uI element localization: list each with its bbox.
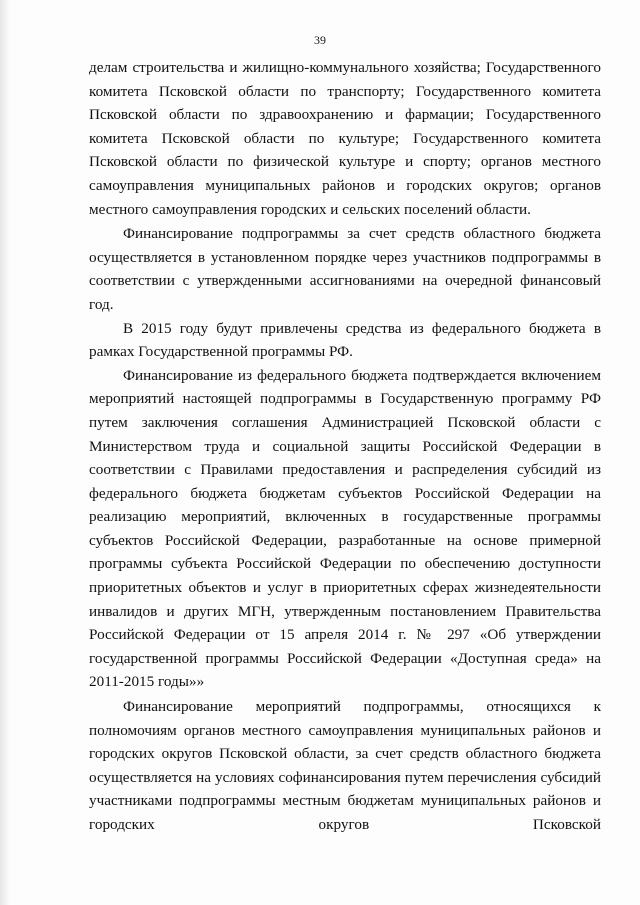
scan-edge xyxy=(0,0,10,905)
paragraph-federal-2015: В 2015 году будут привлечены средства из федерального бюджета в рамках Государственной программы РФ. xyxy=(89,319,601,361)
paragraph-continuation: делам строительства и жилищно-коммунального хозяйства; Государственного комитета Псковской области по транспорту; Государственного комитета Псковской области по здравоохранению и фармации; Государственного комитета Псковской области по культуре; Государственного комитета Псковской области по физической культуре и спорту; органов местного самоуправления муниципальных районов и городских округов; органов местного самоуправления городских и сельских поселений области. xyxy=(89,59,601,218)
body-text xyxy=(89,56,601,837)
paragraph-financing-federal: Финансирование из федерального бюджета подтверждается включением мероприятий настоящей подпрограммы в Государственную программу РФ путем заключения соглашения Администрацией Псковской области с Министерством труда и социальной защиты Российской Федерации в соответствии с Правилами предоставления и распределения субсидий из федерального бюджета бюджетам субъектов Российской Федерации на реализацию мероприятий, включенных в государственные программы субъектов Российской Федерации, разработанные на основе примерной программы субъекта Российской Федерации по обеспечению доступности приоритетных объектов и услуг в приоритетных сферах жизнедеятельности инвалидов и других МГН, утвержденным постановлением Правительства Российской Федерации от 15 апреля 2014 г. № 297 «Об утверждении государственной программы Российской Федерации «Доступная среда» на 2011-2015 годы»» xyxy=(89,366,601,691)
page-number: 39 xyxy=(314,33,326,47)
paragraph-financing-regional: Финансирование подпрограммы за счет средств областного бюджета осуществляется в установленном порядке через участников подпрограммы в соответствии с утвержденными ассигнованиями на очередной финансовый год. xyxy=(89,225,601,313)
paragraph-financing-municipal: Финансирование мероприятий подпрограммы, относящихся к полномочиям органов местного самоуправления муниципальных районов и городских округов Псковской области, за счет средств областного бюджета осуществляется на условиях софинансирования путем перечисления субсидий участниками подпрограммы местным бюджетам муниципальных районов и городских округов Псковской xyxy=(89,698,601,833)
